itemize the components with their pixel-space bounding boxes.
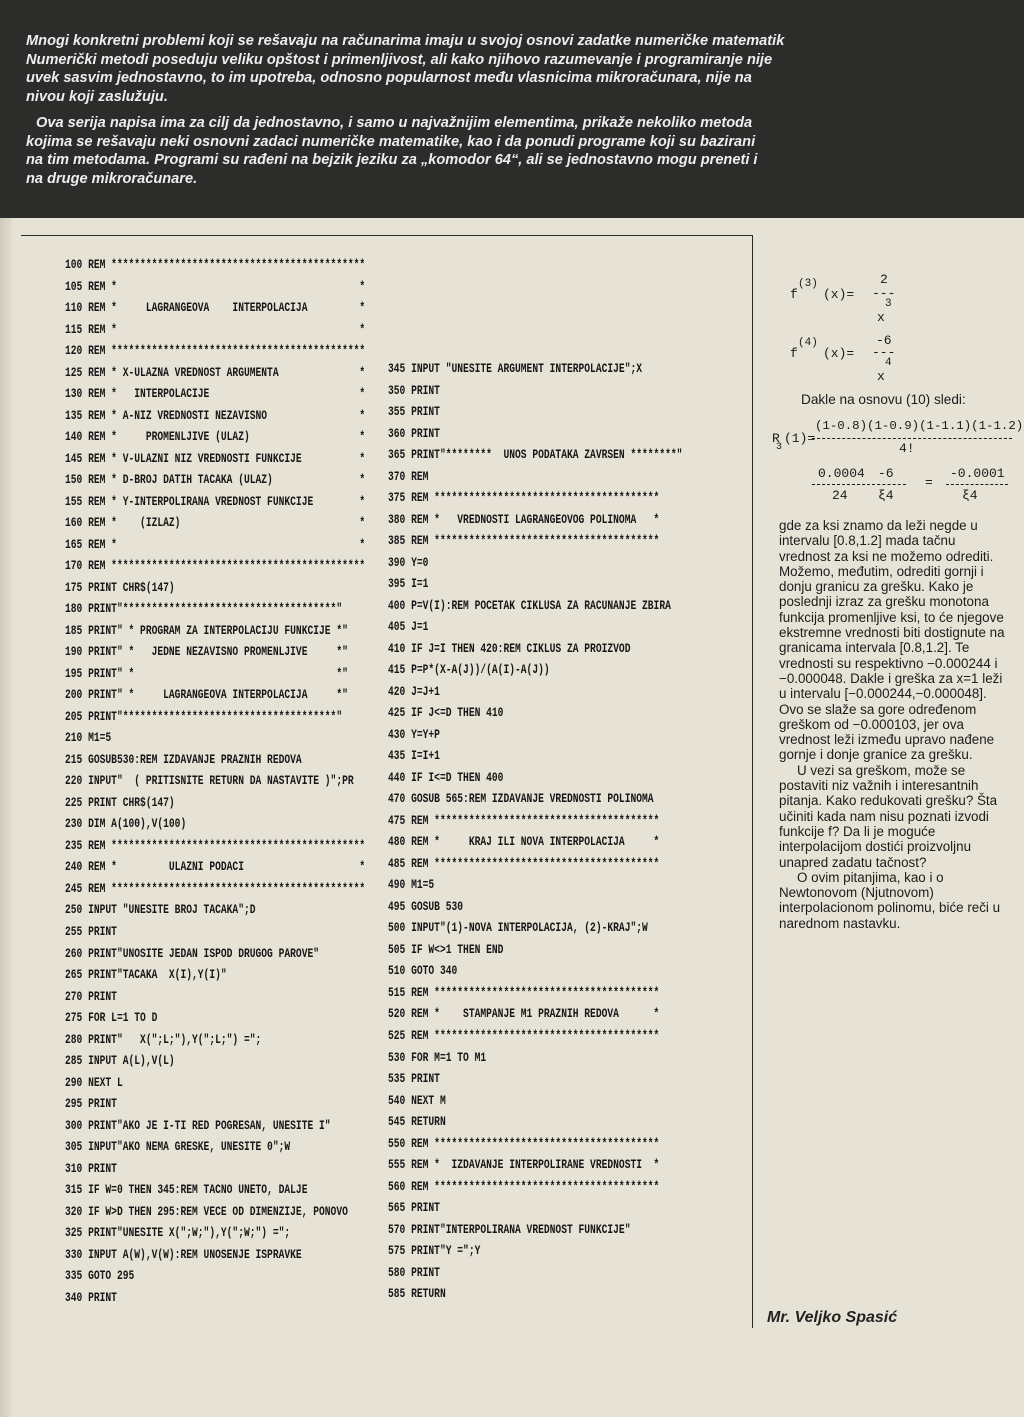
sidebar-paragraph: O ovim pitanjima, kao i o Newtonovom (Njutnovom) interpolacionom polinomu, biće reči u narednom nastavku. xyxy=(779,869,1001,931)
code-line: 320 IF W>D THEN 295:REM VECE OD DIMENZIJE, PONOVO xyxy=(65,1203,348,1219)
code-line: 390 Y=0 xyxy=(388,554,429,570)
code-line: 255 PRINT xyxy=(65,923,117,939)
code-line: 470 GOSUB 565:REM IZDAVANJE VREDNOSTI POLINOMA xyxy=(388,791,654,807)
f4-den: 4 xyxy=(885,357,892,369)
code-line: 175 PRINT CHR$(147) xyxy=(65,579,175,595)
f4-order: (4) xyxy=(798,337,818,349)
code-line: 275 FOR L=1 TO D xyxy=(65,1010,158,1026)
code-line: 200 PRINT" * LAGRANGEOVA INTERPOLACIJA *" xyxy=(65,687,348,703)
eq2-den1: 24 xyxy=(832,488,848,503)
code-line: 550 REM *************************************** xyxy=(388,1135,660,1151)
code-line: 585 RETURN xyxy=(388,1286,446,1302)
f3-dashes: --- xyxy=(872,286,896,301)
code-line: 105 REM * * xyxy=(65,278,366,294)
code-line: 145 REM * V-ULAZNI NIZ VREDNOSTI FUNKCIJE * xyxy=(65,450,366,466)
code-line: 575 PRINT"Y =";Y xyxy=(388,1243,481,1259)
code-line: 225 PRINT CHR$(147) xyxy=(65,794,175,810)
intro-line: Mnogi konkretni problemi koji se rešavaju na računarima imaju u svojoj osnovi zadatke numeričke matematik xyxy=(26,33,785,49)
code-line: 210 M1=5 xyxy=(65,730,112,746)
code-line: 385 REM *************************************** xyxy=(388,533,660,549)
sidebar-paragraph: U vezi sa greškom, može se postaviti niz važnih i interesantnih pitanja. Kako redukovati grešku? Šta učiniti kada nam nisu poznati izvodi funkcije f? Da li je moguće interpolacijom dostići proizvoljnu unapred zadatu tačnost? xyxy=(779,762,998,870)
code-line: 350 PRINT xyxy=(388,382,440,398)
eq2-num1: 0.0004 xyxy=(818,466,865,481)
r-lhs: R xyxy=(772,431,780,446)
code-line: 155 REM * Y-INTERPOLIRANA VREDNOST FUNKCIJE * xyxy=(65,493,366,509)
code-line: 345 INPUT "UNESITE ARGUMENT INTERPOLACIJE";X xyxy=(388,361,643,376)
r-arg: (1)= xyxy=(784,431,816,446)
intro-line: kojima se rešavaju neki osnovni zadaci numeričke matematike, kao i da ponudi programe koji su bazirani xyxy=(26,133,756,150)
code-line: 280 PRINT" X(";L;"),Y(";L;") ="; xyxy=(65,1031,262,1047)
code-line: 530 FOR M=1 TO M1 xyxy=(388,1049,487,1065)
code-line: 555 REM * IZDAVANJE INTERPOLIRANE VREDNOSTI * xyxy=(388,1157,660,1173)
code-line: 305 INPUT"AKO NEMA GRESKE, UNESITE 0";W xyxy=(65,1139,291,1155)
code-line: 235 REM ******************************************** xyxy=(65,837,366,853)
eq2-bar2 xyxy=(872,484,906,485)
code-line: 360 PRINT xyxy=(388,425,440,441)
code-line: 330 INPUT A(W),V(W):REM UNOSENJE ISPRAVKE xyxy=(65,1246,302,1262)
eq2-result-den: ξ4 xyxy=(962,488,978,503)
code-line: 430 Y=Y+P xyxy=(388,726,440,742)
code-line: 205 PRINT"*************************************" xyxy=(65,708,343,724)
code-line: 165 REM * * xyxy=(65,536,366,552)
code-line: 115 REM * * xyxy=(65,321,366,337)
code-line: 490 M1=5 xyxy=(388,877,435,893)
code-line: 560 REM *************************************** xyxy=(388,1178,660,1194)
code-line: 185 PRINT" * PROGRAM ZA INTERPOLACIJU FUNKCIJE *" xyxy=(65,622,348,638)
code-line: 190 PRINT" * JEDNE NEZAVISNO PROMENLJIVE *" xyxy=(65,644,348,660)
code-line: 520 REM * STAMPANJE M1 PRAZNIH REDOVA * xyxy=(388,1006,660,1022)
code-line: 525 REM *************************************** xyxy=(388,1027,660,1043)
code-listing-right xyxy=(388,358,682,1305)
code-line: 120 REM ******************************************** xyxy=(65,343,366,359)
code-line: 415 P=P*(X-A(J))/(A(I)-A(J)) xyxy=(388,662,550,678)
dakle-text: Dakle na osnovu (10) sledi: xyxy=(801,392,966,407)
sidebar-paragraph: gde za ksi znamo da leži negde u intervalu [0.8,1.2] mada tačnu vrednost za ksi ne možemo odrediti. Možemo, međutim, odrediti gornji i donju granicu za grešku. Kako je poslednji izraz za grešku monotona funkcija promenljive ksi, to će njegove ekstremne vrednosti biti dostignute na granicama intervala [0.8,1.2]. Te vrednosti su respektivno −0.000244 i −0.000048. Dakle i greška za x=1 leži u intervalu [−0.000244,−0.000048]. Ovo se slaže sa gore određenom greškom od −0.000103, jer ova vrednost leži između upravo nađene gornje i donje granice za grešku. xyxy=(779,518,1005,763)
code-line: 580 PRINT xyxy=(388,1264,440,1280)
intro-line: na druge mikroračunare. xyxy=(26,170,198,187)
code-line: 285 INPUT A(L),V(L) xyxy=(65,1053,175,1069)
f3-num: 2 xyxy=(880,272,888,287)
code-line: 340 PRINT xyxy=(65,1289,117,1305)
code-line: 290 NEXT L xyxy=(65,1074,123,1090)
code-line: 395 I=1 xyxy=(388,576,429,592)
code-line: 230 DIM A(100),V(100) xyxy=(65,816,187,832)
code-line: 240 REM * ULAZNI PODACI * xyxy=(65,859,366,875)
code-line: 295 PRINT xyxy=(65,1096,117,1112)
code-line: 180 PRINT"*************************************" xyxy=(65,601,343,617)
code-line: 500 INPUT"(1)-NOVA INTERPOLACIJA, (2)-KRAJ";W xyxy=(388,920,648,936)
code-line: 570 PRINT"INTERPOLIRANA VREDNOST FUNKCIJE" xyxy=(388,1221,631,1237)
code-line: 125 REM * X-ULAZNA VREDNOST ARGUMENTA * xyxy=(65,364,366,380)
f4-num: -6 xyxy=(876,333,892,348)
r-fraction-bar xyxy=(812,438,1012,439)
intro-paragraph-1 xyxy=(26,32,784,106)
code-line: 380 REM * VREDNOSTI LAGRANGEOVOG POLINOMA * xyxy=(388,511,660,527)
code-line: 420 J=J+1 xyxy=(388,683,440,699)
code-line: 250 INPUT "UNESITE BROJ TACAKA";D xyxy=(65,902,256,918)
code-line: 425 IF J<=D THEN 410 xyxy=(388,705,504,721)
code-line: 215 GOSUB530:REM IZDAVANJE PRAZNIH REDOVA xyxy=(65,751,302,767)
code-line: 475 REM *************************************** xyxy=(388,812,660,828)
code-line: 260 PRINT"UNOSITE JEDAN ISPOD DRUGOG PAROVE" xyxy=(65,945,320,961)
f3-lhs: f xyxy=(790,287,798,302)
code-line: 410 IF J=I THEN 420:REM CIKLUS ZA PROIZVOD xyxy=(388,640,631,656)
eq2-result-num: -0.0001 xyxy=(950,466,1005,481)
code-line: 150 REM * D-BROJ DATIH TACAKA (ULAZ) * xyxy=(65,472,366,488)
code-line: 100 REM ******************************************** xyxy=(65,257,366,272)
code-line: 565 PRINT xyxy=(388,1200,440,1216)
code-line: 135 REM * A-NIZ VREDNOSTI NEZAVISNO * xyxy=(65,407,366,423)
code-line: 220 INPUT" ( PRITISNITE RETURN DA NASTAVITE )";PR xyxy=(65,773,354,789)
f3-arg: (x)= xyxy=(823,287,855,302)
eq2-num2: -6 xyxy=(878,466,894,481)
code-line: 110 REM * LAGRANGEOVA INTERPOLACIJA * xyxy=(65,300,366,316)
code-line: 140 REM * PROMENLJIVE (ULAZ) * xyxy=(65,429,366,445)
code-line: 545 RETURN xyxy=(388,1114,446,1130)
intro-line: na tim metodama. Programi su rađeni na bejzik jeziku za „komodor 64“, ali se jednostavno mogu preneti i xyxy=(26,152,758,169)
intro-header xyxy=(0,0,1024,218)
code-line: 265 PRINT"TACAKA X(I),Y(I)" xyxy=(65,967,227,983)
code-line: 540 NEXT M xyxy=(388,1092,446,1108)
code-line: 130 REM * INTERPOLACIJE * xyxy=(65,386,366,402)
code-line: 440 IF I<=D THEN 400 xyxy=(388,769,504,785)
author-signature: Mr. Veljko Spasić xyxy=(767,1309,898,1326)
code-line: 270 PRINT xyxy=(65,988,117,1004)
code-line: 300 PRINT"AKO JE I-TI RED POGRESAN, UNESITE I" xyxy=(65,1117,331,1133)
code-line: 370 REM xyxy=(388,468,429,484)
code-line: 310 PRINT xyxy=(65,1160,117,1176)
code-line: 535 PRINT xyxy=(388,1071,440,1087)
f4-lhs: f xyxy=(790,346,798,361)
f4-dashes: --- xyxy=(872,345,896,360)
code-line: 325 PRINT"UNESITE X(";W;"),Y(";W;") ="; xyxy=(65,1225,291,1241)
code-line: 480 REM * KRAJ ILI NOVA INTERPOLACIJA * xyxy=(388,834,660,850)
f3-den-var: x xyxy=(877,310,885,325)
r-numerator: (1-0.8)(1-0.9)(1-1.1)(1-1.2) xyxy=(815,419,1024,433)
intro-line: Ova serija napisa ima za cilj da jednostavno, i samo u najvažnijim elementima, prikaže nekoliko metoda xyxy=(36,115,753,131)
intro-line: Numerički metodi poseduju veliku opštost i primenljivost, ali kako njihovo razumevanje i programiranje nije xyxy=(26,51,773,68)
code-listing-left xyxy=(65,254,365,1308)
intro-paragraph-2 xyxy=(26,114,758,188)
code-line: 495 GOSUB 530 xyxy=(388,898,464,914)
f3-order: (3) xyxy=(798,278,818,290)
intro-line: uvek sasvim jednostavno, to im upotreba, odnosno popularnost među vlasnicima mikroračunara, nije na xyxy=(26,70,752,87)
code-line: 405 J=1 xyxy=(388,619,429,635)
code-line: 315 IF W=0 THEN 345:REM TACNO UNETO, DALJE xyxy=(65,1182,308,1198)
f3-den: 3 xyxy=(885,298,892,310)
code-line: 510 GOTO 340 xyxy=(388,963,458,979)
r-denominator: 4! xyxy=(899,441,915,456)
eq2-bar3 xyxy=(946,484,1008,485)
code-line: 355 PRINT xyxy=(388,404,440,420)
code-line: 485 REM *************************************** xyxy=(388,855,660,871)
eq2-den2: ξ4 xyxy=(878,488,894,503)
f4-arg: (x)= xyxy=(823,346,855,361)
code-line: 515 REM *************************************** xyxy=(388,984,660,1000)
code-line: 245 REM ******************************************** xyxy=(65,880,366,896)
r-sub: 3 xyxy=(776,442,783,453)
code-line: 195 PRINT" * *" xyxy=(65,665,348,681)
code-line: 365 PRINT"******** UNOS PODATAKA ZAVRSEN ********" xyxy=(388,447,683,463)
code-line: 400 P=V(I):REM POCETAK CIKLUSA ZA RACUNANJE ZBIRA xyxy=(388,597,671,613)
page-edge xyxy=(0,218,12,1417)
code-line: 170 REM ******************************************** xyxy=(65,558,366,574)
intro-line: nivou koji zaslužuju. xyxy=(26,88,168,105)
code-line: 335 GOTO 295 xyxy=(65,1268,135,1284)
f4-den-var: x xyxy=(877,369,885,384)
sidebar-text xyxy=(779,518,1009,931)
code-line: 435 I=I+1 xyxy=(388,748,440,764)
eq2-equals: = xyxy=(925,475,933,490)
code-line: 505 IF W<>1 THEN END xyxy=(388,941,504,957)
code-line: 375 REM *************************************** xyxy=(388,490,660,506)
eq2-bar1 xyxy=(812,484,870,485)
code-line: 160 REM * (IZLAZ) * xyxy=(65,515,366,531)
